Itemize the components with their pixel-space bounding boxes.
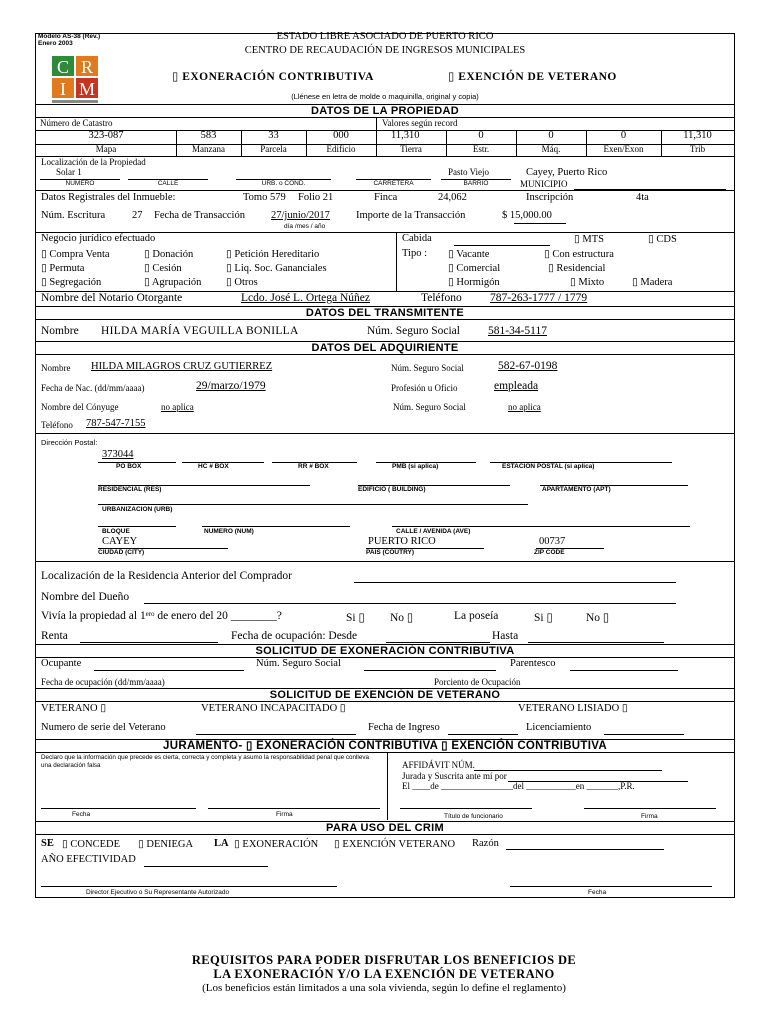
- escritura-label: Núm. Escritura: [41, 210, 106, 221]
- poseia-label: La poseía: [454, 610, 499, 622]
- importe-value: $ 15,000.00: [502, 210, 552, 221]
- tomo-value: Tomo 579: [243, 192, 286, 203]
- calle-ave-label: CALLE / AVENIDA (AVE): [396, 528, 471, 535]
- check-veterano[interactable]: VETERANO ▯: [41, 703, 106, 714]
- adq-prof-label: Profesión u Oficio: [391, 383, 458, 393]
- localizacion-label: Localización de la Propiedad: [41, 157, 146, 167]
- crim-la: LA: [214, 838, 229, 849]
- crim-se: SE: [41, 838, 54, 849]
- folio-value: Folio 21: [298, 192, 334, 203]
- check-permuta[interactable]: ▯ Permuta: [41, 263, 85, 274]
- check-crim-exencion[interactable]: ▯ EXENCIÓN VETERANO: [334, 839, 456, 850]
- parentesco-label: Parentesco: [510, 658, 556, 669]
- section-crim: PARA USO DEL CRIM: [36, 821, 734, 835]
- fecha-transaccion-value: 27/junio/2017: [271, 210, 330, 221]
- adq-name-label: Nombre: [41, 363, 71, 373]
- instruction-text: (Llénese en letra de molde o maquinilla, original y copia): [291, 92, 479, 101]
- adq-nac-value: 29/marzo/1979: [196, 380, 266, 392]
- check-otros[interactable]: ▯ Otros: [226, 277, 258, 288]
- municipio-value: Cayey, Puerto Rico: [526, 167, 608, 178]
- val-trib-value: 11,310: [683, 130, 712, 141]
- renta-label: Renta: [41, 630, 68, 642]
- finca-label: Finca: [374, 192, 398, 203]
- adq-ss2-label: Núm. Seguro Social: [393, 402, 466, 412]
- check-cds[interactable]: ▯ CDS: [648, 234, 677, 245]
- residencial-label: RESIDENCIAL (RES): [98, 486, 162, 493]
- footer-title-1: REQUISITOS PARA PODER DISFRUTAR LOS BENEFICIOS DE: [191, 953, 577, 967]
- adq-nac-label: Fecha de Nac. (dd/mm/aaaa): [41, 383, 145, 393]
- licenciamiento-label: Licenciamiento: [526, 722, 592, 733]
- col-mapa: Mapa: [95, 144, 117, 154]
- check-deniega[interactable]: ▯ DENIEGA: [138, 839, 194, 850]
- hc-box-label: HC # BOX: [198, 463, 229, 470]
- city-value: CAYEY: [102, 536, 138, 547]
- check-segregacion[interactable]: ▯ Segregación: [41, 277, 102, 288]
- loc-barrio-label: BARRIO: [463, 180, 489, 187]
- check-compra-venta[interactable]: ▯ Compra Venta: [41, 249, 110, 260]
- section-sol-exencion: SOLICITUD DE EXENCIÓN DE VETERANO: [36, 688, 734, 702]
- adq-ss-value: 582-67-0198: [498, 360, 558, 372]
- zip-label: ZIP CODE: [534, 549, 565, 556]
- form-frame: [35, 33, 735, 898]
- cat-edificio-value: 000: [333, 130, 349, 141]
- check-veterano-incapacitado[interactable]: VETERANO INCAPACITADO ▯: [201, 703, 346, 714]
- finca-value: 24,062: [438, 192, 467, 203]
- loc-urb-label: URB. o COND.: [261, 180, 306, 187]
- header-line1: ESTADO LIBRE ASOCIADO DE PUERTO RICO: [276, 31, 494, 42]
- zip-value: 00737: [539, 536, 566, 547]
- escritura-value: 27: [132, 210, 143, 221]
- crim-fecha-label: Fecha: [588, 889, 607, 896]
- adq-conyuge-label: Nombre del Cónyuge: [41, 402, 119, 412]
- transmitente-name-value: HILDA MARÍA VEGUILLA BONILLA: [101, 325, 299, 337]
- barrio-value: Pasto Viejo: [448, 167, 490, 177]
- adq-conyuge-value: no aplica: [161, 402, 194, 412]
- check-crim-exoneracion[interactable]: ▯ EXONERACIÓN: [234, 839, 319, 850]
- po-box-value: 373044: [102, 449, 134, 460]
- catastro-label: Número de Catastro: [40, 118, 113, 128]
- model-number: Modelo AS-38 (Rev.): [38, 33, 101, 40]
- cat-parcela-value: 33: [268, 130, 279, 141]
- fecha-ocup-label: Fecha de ocupación: Desde: [231, 630, 358, 642]
- check-mts[interactable]: ▯ MTS: [574, 234, 604, 245]
- cat-mapa-value: 323-087: [88, 130, 124, 141]
- header-line2: CENTRO DE RECAUDACIÓN DE INGRESOS MUNICIPALES: [244, 45, 526, 56]
- check-agrupacion[interactable]: ▯ Agrupación: [144, 277, 202, 288]
- loc-calle-label: CALLE: [157, 180, 179, 187]
- col-trib: Trib: [689, 144, 706, 154]
- declaro-text: Declaro que la información que precede es cierta, correcta y completa y asumo la responsabilidad penal que conlleva una declaración falsa: [41, 754, 369, 769]
- col-exen: Exen/Exon: [603, 144, 644, 154]
- titulo-funcionario-label: Título de funcionario: [444, 813, 503, 820]
- col-tierra: Tierra: [400, 144, 422, 154]
- el-line: El ____de ________________del ___________en _______,P.R.: [402, 781, 635, 791]
- urbanizacion-label: URBANIZACION (URB): [102, 506, 173, 513]
- section-adquiriente: DATOS DEL ADQUIRIENTE: [36, 341, 734, 355]
- section-juramento: JURAMENTO- ▯ EXONERACIÓN CONTRIBUTIVA ▯ EXENCIÓN CONTRIBUTIVA: [36, 739, 734, 753]
- transmitente-name-label: Nombre: [41, 325, 79, 337]
- dueno-label: Nombre del Dueño: [41, 591, 130, 603]
- numero-label: NUMERO (NUM): [204, 528, 254, 535]
- check-vacante[interactable]: ▯ Vacante: [448, 249, 490, 260]
- valores-label: Valores según record: [382, 118, 458, 128]
- po-box-label: PO BOX: [116, 463, 142, 470]
- loc-municipio-label: MUNICIPIO: [520, 179, 568, 189]
- adq-prof-value: empleada: [494, 380, 539, 392]
- loc-numero-label: NUMERO: [65, 180, 95, 187]
- fecha-transaccion-label: Fecha de Transacción: [154, 210, 245, 221]
- vivia-si-check[interactable]: Si ▯: [346, 612, 365, 624]
- negocio-label: Negocio jurídico efectuado: [41, 233, 156, 244]
- val-estr-value: 0: [478, 130, 484, 141]
- check-peticion-hereditario[interactable]: ▯ Petición Hereditario: [226, 249, 320, 260]
- check-hormigon[interactable]: ▯ Hormigón: [448, 277, 500, 288]
- check-liq-soc[interactable]: ▯ Liq. Soc. Gananciales: [226, 263, 327, 274]
- bloque-label: BLOQUE: [102, 528, 130, 535]
- tipo-label: Tipo :: [402, 248, 428, 259]
- hasta-label: Hasta: [492, 630, 519, 642]
- check-donacion[interactable]: ▯ Donación: [144, 249, 194, 260]
- check-con-estructura[interactable]: ▯ Con estructura: [544, 249, 614, 260]
- poseia-si-check[interactable]: Si ▯: [534, 612, 553, 624]
- ingreso-label: Fecha de Ingreso: [368, 722, 440, 733]
- check-madera[interactable]: ▯ Madera: [632, 277, 673, 288]
- poseia-no-check[interactable]: No ▯: [586, 612, 610, 624]
- check-comercial[interactable]: ▯ Comercial: [448, 263, 501, 274]
- footer-title-2: LA EXONERACIÓN Y/O LA EXENCIÓN DE VETERANO: [213, 967, 555, 981]
- check-concede[interactable]: ▯ CONCEDE: [62, 839, 120, 850]
- vivia-no-check[interactable]: No ▯: [390, 612, 414, 624]
- val-exen-value: 0: [620, 130, 627, 141]
- vivia-label: Vivía la propiedad al 1ᵉʳᵒ de enero del 20 ________?: [41, 610, 282, 622]
- transmitente-ss-value: 581-34-5117: [488, 325, 547, 337]
- option-exoneracion[interactable]: ▯ EXONERACIÓN CONTRIBUTIVA: [172, 71, 374, 83]
- fecha-hint: día /mes / año: [284, 223, 326, 230]
- jur-firma2-label: Firma: [641, 813, 658, 820]
- adq-ss-label: Núm. Seguro Social: [391, 363, 464, 373]
- country-value: PUERTO RICO: [368, 536, 436, 547]
- ocupante-label: Ocupante: [41, 658, 82, 669]
- jurada-label: Jurada y Suscrita ante mí por: [402, 771, 507, 781]
- exon-fecha-label: Fecha de ocupación (dd/mm/aaaa): [41, 677, 165, 687]
- postal-label: Dirección Postal:: [41, 438, 98, 447]
- adq-tel-label: Teléfono: [41, 420, 73, 430]
- notario-tel-label: Teléfono: [421, 292, 462, 304]
- col-manzana: Manzana: [192, 144, 225, 154]
- ano-efectividad-label: AÑO EFECTIVIDAD: [41, 854, 136, 865]
- jur-fecha-label: Fecha: [72, 811, 91, 818]
- notario-tel-value: 787-263-1777 / 1779: [490, 292, 588, 304]
- city-label: CIUDAD (CITY): [98, 549, 145, 556]
- porciento-label: Porciento de Ocupación: [434, 677, 521, 687]
- transmitente-ss-label: Núm. Seguro Social: [367, 325, 460, 337]
- affidavit-label: AFFIDÁVIT NÚM.: [402, 760, 475, 770]
- section-transmitente: DATOS DEL TRANSMITENTE: [36, 306, 734, 320]
- director-label: Director Ejecutivo o Su Representante Autorizado: [86, 889, 230, 896]
- cat-manzana-value: 583: [200, 130, 217, 141]
- svg-text:M: M: [78, 79, 96, 99]
- svg-text:R: R: [80, 57, 94, 77]
- cabida-label: Cabida: [402, 233, 432, 244]
- notario-value: Lcdo. José L. Ortega Núñez: [241, 292, 371, 304]
- check-cesion[interactable]: ▯ Cesión: [144, 263, 182, 274]
- jur-firma-label: Firma: [276, 811, 293, 818]
- serie-label: Numero de serie del Veterano: [41, 722, 166, 733]
- notario-label: Nombre del Notario Otorgante: [41, 292, 183, 304]
- val-tierra-value: 11,310: [391, 130, 420, 141]
- option-exencion-veterano[interactable]: ▯ EXENCIÓN DE VETERANO: [448, 71, 617, 83]
- section-sol-exoneracion: SOLICITUD DE EXONERACIÓN CONTRIBUTIVA: [36, 644, 734, 658]
- importe-label: Importe de la Transacción: [356, 210, 466, 221]
- anterior-loc-label: Localización de la Residencia Anterior del Comprador: [41, 570, 292, 582]
- inscripcion-label: Inscripción: [526, 192, 574, 203]
- adq-tel-value: 787-547-7155: [86, 418, 146, 429]
- rr-box-label: RR # BOX: [298, 463, 329, 470]
- svg-text:I: I: [60, 79, 66, 99]
- solar-value: Solar 1: [56, 167, 82, 177]
- adq-ss2-value: no aplica: [508, 402, 541, 412]
- exon-ss-label: Núm. Seguro Social: [256, 658, 341, 669]
- country-label: PAIS (COUTRY): [366, 549, 415, 556]
- razon-label: Razón: [472, 838, 499, 849]
- check-veterano-lisiado[interactable]: VETERANO LISIADO ▯: [518, 703, 628, 714]
- val-maq-value: 0: [548, 130, 554, 141]
- apartamento-label: APARTAMENTO (APT): [542, 486, 611, 493]
- model-date: Enero 2003: [38, 40, 73, 47]
- pmb-label: PMB (si aplica): [392, 463, 439, 470]
- registrales-label: Datos Registrales del Inmueble:: [41, 192, 176, 203]
- inscripcion-value: 4ta: [636, 192, 649, 203]
- col-maq: Máq.: [541, 144, 561, 154]
- col-edificio: Edificio: [326, 144, 356, 154]
- check-mixto[interactable]: ▯ Mixto: [570, 277, 605, 288]
- col-parcela: Parcela: [260, 144, 287, 154]
- footer-note: (Los beneficios están limitados a una sola vivienda, según lo define el reglamento): [202, 982, 566, 994]
- col-estr: Estr.: [472, 144, 490, 154]
- edificio-label: EDIFICIO ( BUILDING): [358, 486, 426, 493]
- adq-name-value: HILDA MILAGROS CRUZ GUTIERREZ: [91, 361, 273, 372]
- loc-carretera-label: CARRETERA: [373, 180, 414, 187]
- section-propiedad: DATOS DE LA PROPIEDAD: [36, 104, 734, 118]
- svg-text:C: C: [56, 57, 70, 77]
- estacion-postal-label: ESTACION POSTAL (si aplica): [502, 463, 595, 470]
- check-residencial[interactable]: ▯ Residencial: [548, 263, 606, 274]
